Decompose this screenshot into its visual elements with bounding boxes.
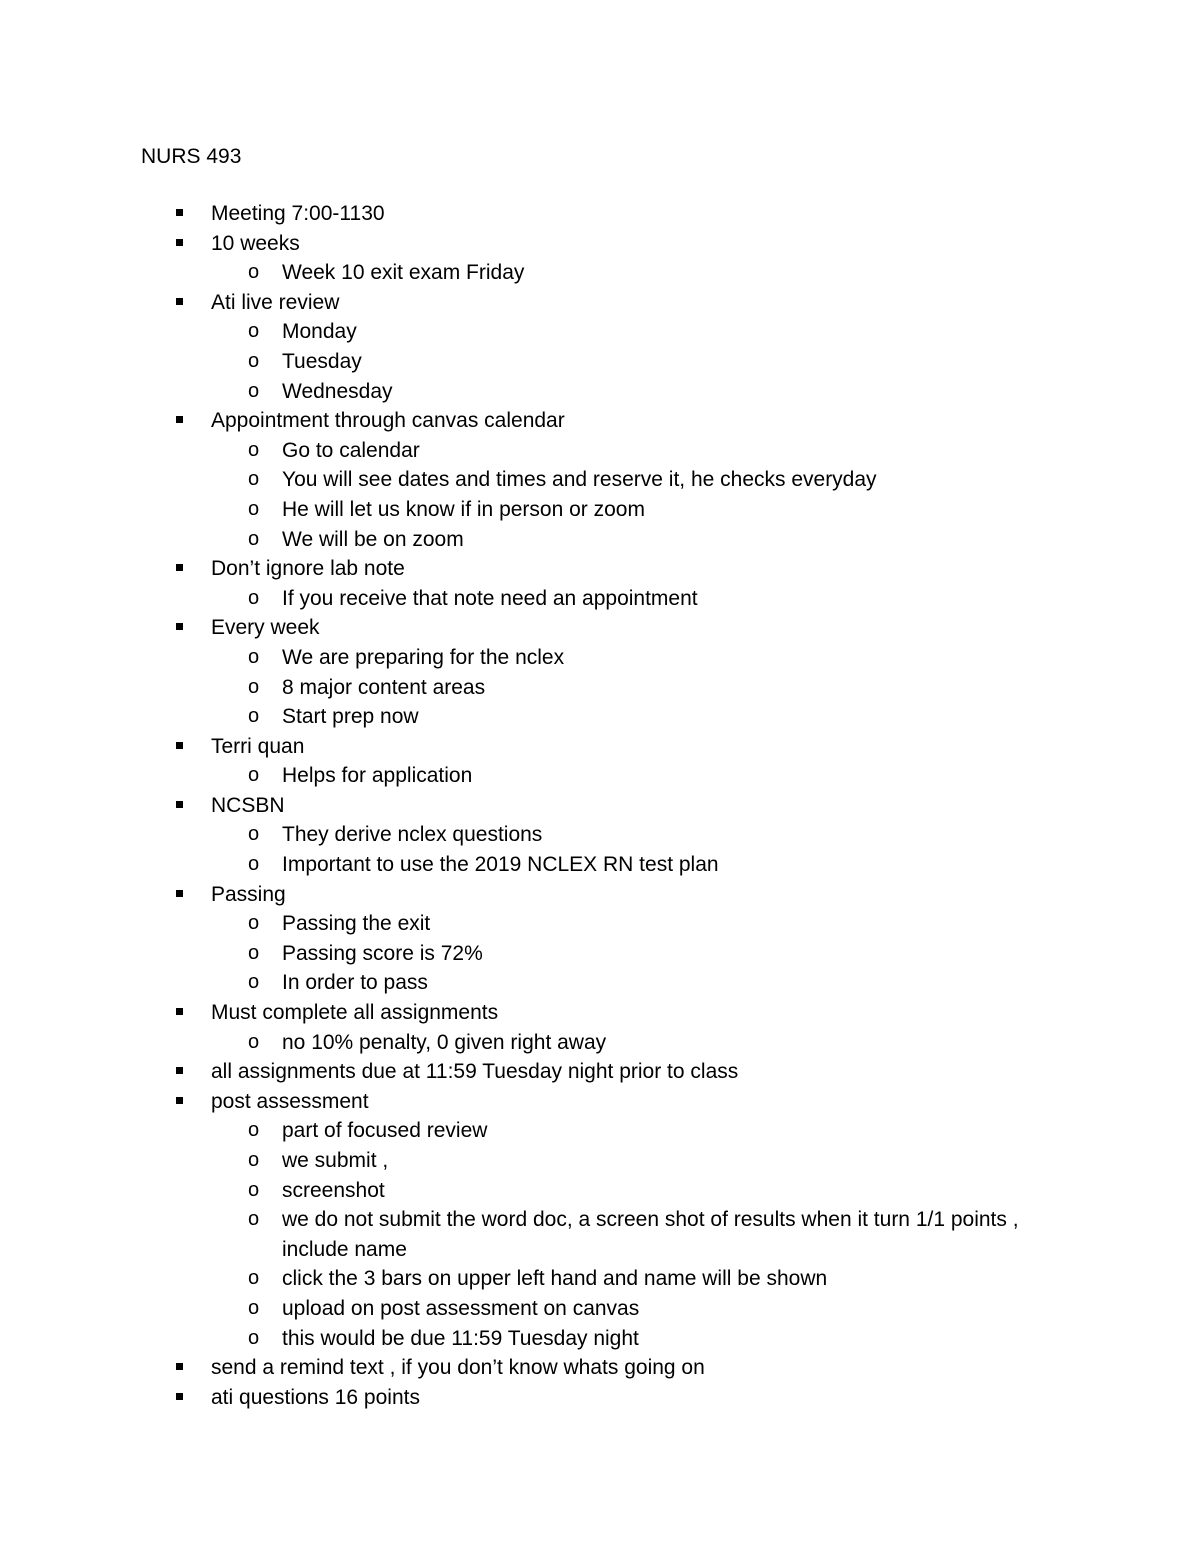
sub-bullet-item xyxy=(0,436,1200,466)
sub-bullet-item-text: upload on post assessment on canvas xyxy=(282,1296,640,1320)
sub-bullet-item xyxy=(0,939,1200,969)
sub-bullet-item-text: If you receive that note need an appointment xyxy=(282,586,698,610)
bullet-item xyxy=(0,732,1200,762)
bullet-item xyxy=(0,1087,1200,1117)
sub-bullet-item xyxy=(0,495,1200,525)
sub-bullet-item xyxy=(0,317,1200,347)
circle-bullet-icon: o xyxy=(248,645,260,668)
sub-bullet-item xyxy=(0,968,1200,998)
sub-bullet-item xyxy=(0,1176,1200,1206)
bullet-item xyxy=(0,406,1200,436)
sub-bullet-item xyxy=(0,1264,1200,1294)
circle-bullet-icon: o xyxy=(248,941,260,964)
circle-bullet-icon: o xyxy=(248,1178,260,1201)
sub-bullet-item-text: we submit , xyxy=(282,1149,389,1172)
square-bullet-icon xyxy=(176,880,184,910)
bullet-item-text: Must complete all assignments xyxy=(211,1001,499,1025)
bullet-item xyxy=(0,613,1200,643)
sub-bullet-item xyxy=(0,525,1200,555)
square-bullet-icon xyxy=(176,554,184,584)
bullet-item-text: Passing xyxy=(211,882,286,906)
bullet-item xyxy=(0,1353,1200,1383)
sub-bullet-item xyxy=(0,258,1200,288)
sub-bullet-item xyxy=(0,1146,1200,1176)
sub-bullet-item-text: screenshot xyxy=(282,1178,385,1202)
sub-bullet-item xyxy=(0,1028,1200,1058)
sub-bullet-item-text: Go to calendar xyxy=(282,438,420,462)
square-bullet-icon xyxy=(176,1353,184,1383)
bullet-item-text: Don’t ignore lab note xyxy=(211,557,405,581)
bullet-item-text: Ati live review xyxy=(211,290,340,314)
circle-bullet-icon: o xyxy=(248,675,260,698)
bullet-item-text: Appointment through canvas calendar xyxy=(211,409,565,433)
sub-bullet-item-text: Important to use the 2019 NCLEX RN test plan xyxy=(282,853,719,877)
sub-bullet-item-text: You will see dates and times and reserve it, he checks everyday xyxy=(282,468,877,492)
circle-bullet-icon: o xyxy=(248,1267,260,1290)
circle-bullet-icon: o xyxy=(248,705,260,728)
sub-bullet-item xyxy=(0,1294,1200,1324)
sub-bullet-item-text: He will let us know if in person or zoom xyxy=(282,497,645,521)
bullet-item-text: NCSBN xyxy=(211,793,285,817)
sub-bullet-item xyxy=(0,1205,1200,1264)
sub-bullet-item xyxy=(0,702,1200,732)
square-bullet-icon xyxy=(176,732,184,762)
sub-bullet-item-text: Tuesday xyxy=(282,349,362,373)
circle-bullet-icon: o xyxy=(248,1149,260,1171)
sub-bullet-item-text: 8 major content areas xyxy=(282,675,486,699)
square-bullet-icon xyxy=(176,1057,184,1087)
circle-bullet-icon: o xyxy=(248,497,260,520)
bullet-item-text: ati questions 16 points xyxy=(211,1385,420,1409)
circle-bullet-icon: o xyxy=(248,764,260,787)
circle-bullet-icon: o xyxy=(248,1119,260,1142)
circle-bullet-icon: o xyxy=(248,586,260,609)
circle-bullet-icon: o xyxy=(248,971,260,994)
circle-bullet-icon: o xyxy=(248,261,260,284)
sub-bullet-item xyxy=(0,909,1200,939)
sub-bullet-item xyxy=(0,465,1200,495)
square-bullet-icon xyxy=(176,199,184,229)
circle-bullet-icon: o xyxy=(248,1326,260,1349)
sub-bullet-item-text: this would be due 11:59 Tuesday night xyxy=(282,1326,639,1350)
bullet-item-text: 10 weeks xyxy=(211,231,300,255)
sub-bullet-item-text: Week 10 exit exam Friday xyxy=(282,261,525,285)
bullet-item-text: Meeting 7:00-1130 xyxy=(211,202,385,225)
square-bullet-icon xyxy=(176,1383,184,1413)
bullet-item-text: post assessment xyxy=(211,1089,369,1113)
square-bullet-icon xyxy=(176,1087,184,1117)
sub-bullet-item-text: In order to pass xyxy=(282,971,428,995)
square-bullet-icon xyxy=(176,229,184,259)
square-bullet-icon xyxy=(176,613,184,643)
bullet-item xyxy=(0,880,1200,910)
bullet-item xyxy=(0,1057,1200,1087)
sub-bullet-item xyxy=(0,643,1200,673)
bullet-item xyxy=(0,791,1200,821)
bullet-item xyxy=(0,998,1200,1028)
circle-bullet-icon: o xyxy=(248,853,260,876)
sub-bullet-item-text: click the 3 bars on upper left hand and name will be shown xyxy=(282,1267,828,1291)
square-bullet-icon xyxy=(176,791,184,821)
square-bullet-icon xyxy=(176,406,184,436)
sub-bullet-item-text: no 10% penalty, 0 given right away xyxy=(282,1030,607,1054)
sub-bullet-item-text: part of focused review xyxy=(282,1119,488,1143)
bullet-item xyxy=(0,199,1200,229)
sub-bullet-item xyxy=(0,761,1200,791)
sub-bullet-item xyxy=(0,377,1200,407)
sub-bullet-item xyxy=(0,584,1200,614)
bullet-item xyxy=(0,229,1200,259)
document-title: NURS 493 xyxy=(141,145,242,168)
sub-bullet-item xyxy=(0,820,1200,850)
sub-bullet-item xyxy=(0,850,1200,880)
sub-bullet-item-text: Passing the exit xyxy=(282,912,431,936)
sub-bullet-item-text: we do not submit the word doc, a screen shot of results when it turn 1/1 points , include name xyxy=(282,1208,1019,1261)
sub-bullet-item-text: We are preparing for the nclex xyxy=(282,645,565,669)
circle-bullet-icon: o xyxy=(248,912,260,935)
bullet-item-text: all assignments due at 11:59 Tuesday night prior to class xyxy=(211,1060,739,1084)
bullet-item xyxy=(0,1383,1200,1413)
bullet-item-text: Terri quan xyxy=(211,734,305,758)
circle-bullet-icon: o xyxy=(248,1208,260,1231)
circle-bullet-icon: o xyxy=(248,1296,260,1319)
circle-bullet-icon: o xyxy=(248,468,260,491)
sub-bullet-item-text: Monday xyxy=(282,320,357,344)
circle-bullet-icon: o xyxy=(248,823,260,846)
bullet-item-text: Every week xyxy=(211,616,320,640)
sub-bullet-item xyxy=(0,673,1200,703)
sub-bullet-item xyxy=(0,1324,1200,1354)
circle-bullet-icon: o xyxy=(248,1030,260,1053)
bullet-item-text: send a remind text , if you don’t know whats going on xyxy=(211,1356,705,1380)
sub-bullet-item xyxy=(0,1116,1200,1146)
circle-bullet-icon: o xyxy=(248,527,260,550)
bullet-item xyxy=(0,554,1200,584)
notes-outline xyxy=(0,199,1200,1412)
sub-bullet-item-text: Helps for application xyxy=(282,764,473,788)
circle-bullet-icon: o xyxy=(248,349,260,372)
sub-bullet-item-text: Wednesday xyxy=(282,379,393,403)
square-bullet-icon xyxy=(176,288,184,318)
circle-bullet-icon: o xyxy=(248,438,260,461)
sub-bullet-item-text: We will be on zoom xyxy=(282,527,464,551)
sub-bullet-item-text: They derive nclex questions xyxy=(282,823,543,847)
square-bullet-icon xyxy=(176,998,184,1028)
sub-bullet-item-text: Start prep now xyxy=(282,705,419,729)
bullet-item xyxy=(0,288,1200,318)
sub-bullet-item-text: Passing score is 72% xyxy=(282,941,483,965)
circle-bullet-icon: o xyxy=(248,320,260,343)
sub-bullet-item xyxy=(0,347,1200,377)
circle-bullet-icon: o xyxy=(248,379,260,402)
